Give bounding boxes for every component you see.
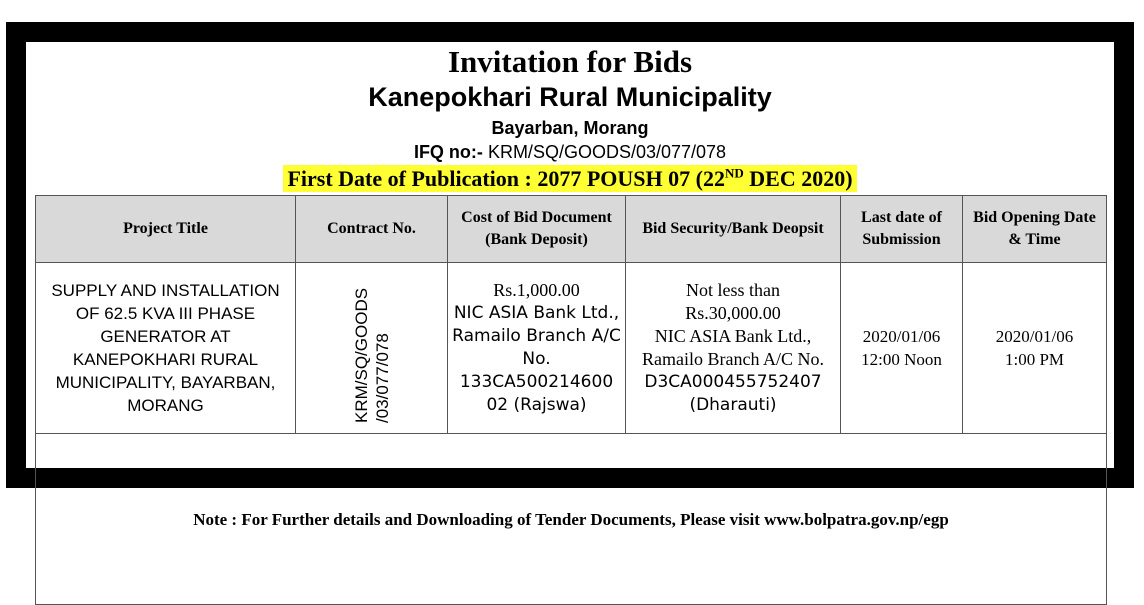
notice-title: Invitation for Bids xyxy=(447,44,693,79)
organization-name: Kanepokhari Rural Municipality xyxy=(368,82,772,112)
organization-address: Bayarban, Morang xyxy=(491,118,649,138)
opening-date: 2020/01/06 xyxy=(995,327,1074,346)
security-account: D3CA000455752407 (Dharauti) xyxy=(644,372,822,415)
cell-project-title: SUPPLY AND INSTALLATION OF 62.5 KVA III PHASE GENERATOR AT KANEPOKHARI RURAL MUNICIPALITY, BAYARBAN, MORANG xyxy=(36,263,296,434)
note-text: Note : For Further details and Downloading of Tender Documents, Please visit www.bolpatra.gov.np/egp xyxy=(36,434,1107,605)
publication-suffix: ND xyxy=(724,165,744,181)
cost-amount: Rs.1,000.00 xyxy=(493,280,580,300)
cell-contract-no xyxy=(296,263,448,434)
header-last-date: Last date of Submission xyxy=(841,196,963,263)
header-project-title: Project Title xyxy=(36,196,296,263)
header-contract-no: Contract No. xyxy=(296,196,448,263)
cell-security xyxy=(626,263,841,434)
contract-line-1: KRM/SQ/GOODS xyxy=(351,287,371,423)
ifq-number: KRM/SQ/GOODS/03/077/078 xyxy=(487,142,727,162)
cell-opening xyxy=(963,263,1107,434)
publication-line xyxy=(26,165,1114,192)
last-date: 2020/01/06 xyxy=(862,327,941,346)
cell-cost xyxy=(448,263,626,434)
table-row xyxy=(36,263,1107,434)
cost-bank: NIC ASIA Bank Ltd., Ramailo Branch A/C No. 133CA500214600 02 (Rajswa) xyxy=(452,303,621,415)
security-bank: NIC ASIA Bank Ltd., Ramailo Branch A/C No. xyxy=(642,326,824,369)
security-line-2: Rs.30,000.00 xyxy=(685,303,781,323)
publication-text: First Date of Publication : 2077 POUSH 07 (22 xyxy=(287,166,725,191)
ifq-line xyxy=(26,142,1114,163)
contract-no-rotated xyxy=(351,273,393,423)
publication-end: DEC 2020) xyxy=(743,166,853,191)
last-time: 12:00 Noon xyxy=(861,350,942,369)
ifq-label: IFQ no:- xyxy=(413,142,483,162)
note-row xyxy=(36,434,1107,605)
contract-line-2: /03/077/078 xyxy=(372,333,392,423)
header-opening: Bid Opening Date & Time xyxy=(963,196,1107,263)
header-security: Bid Security/Bank Deopsit xyxy=(626,196,841,263)
header-cost: Cost of Bid Document (Bank Deposit) xyxy=(448,196,626,263)
notice-body xyxy=(26,42,1114,529)
cell-last-date xyxy=(841,263,963,434)
bid-table xyxy=(35,195,1107,605)
publication-date xyxy=(283,165,856,192)
table-header-row xyxy=(36,196,1107,263)
security-line-1: Not less than xyxy=(686,280,780,300)
opening-time: 1:00 PM xyxy=(1004,350,1065,369)
notice-frame xyxy=(6,22,1134,529)
